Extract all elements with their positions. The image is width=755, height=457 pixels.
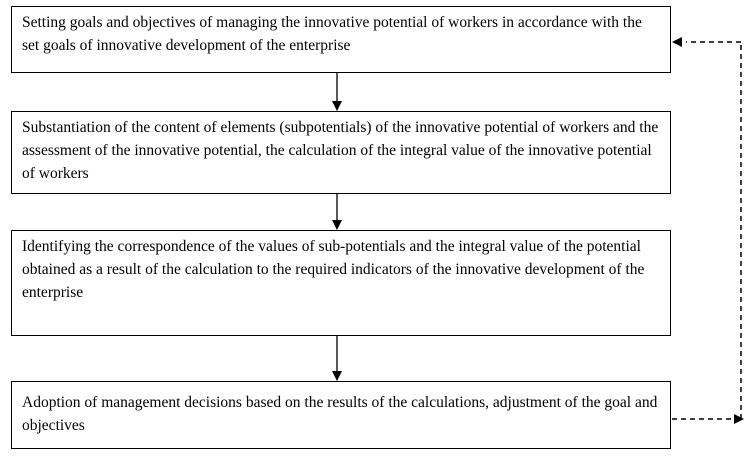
step-1-text: Setting goals and objectives of managing the innovative potential of workers in accordance with the set goals of innovative development of the enterprise bbox=[22, 14, 642, 54]
step-2-text: Substantiation of the content of elements (subpotentials) of the innovative potential of workers and the assessment of the innovative potential, the calculation of the integral value of the innovative potential of workers bbox=[22, 119, 659, 182]
feedback-arrowhead-right bbox=[734, 414, 744, 424]
step-3-text: Identifying the correspondence of the values of sub-potentials and the integral value of the potential obtained as a result of the calculation to the required indicators of the innovative development of the enterprise bbox=[22, 238, 645, 301]
feedback-arrowhead-left bbox=[672, 37, 682, 47]
step-4-text: Adoption of management decisions based on the results of the calculations, adjustment of the goal and objectives bbox=[22, 394, 658, 434]
feedback-loop-arrow bbox=[672, 37, 744, 424]
